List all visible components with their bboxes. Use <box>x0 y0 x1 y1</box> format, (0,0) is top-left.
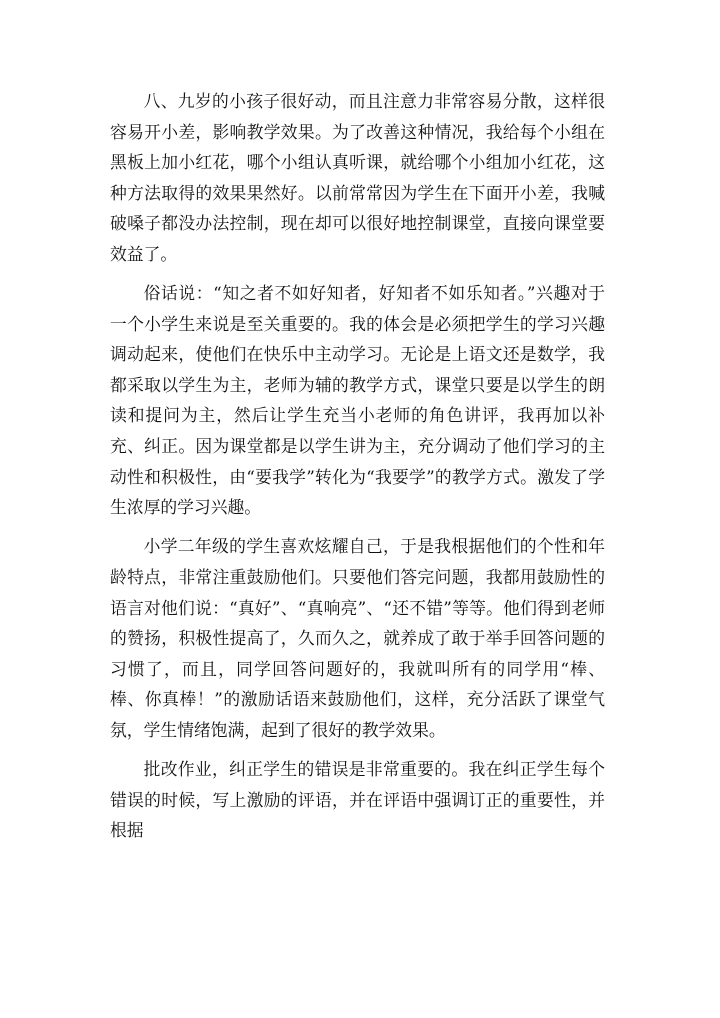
paragraph-encouragement: 小学二年级的学生喜欢炫耀自己，于是我根据他们的个性和年龄特点，非常注重鼓励他们。只要他们答完问题，我都用鼓励性的语言对他们说：“真好”、“真响亮”、“还不错”等等。他们得到老师的赞扬，积极性提高了，久而久之，就养成了敢于举手回答问题的习惯了，而且，同学回答问题好的，我就叫所有的同学用“棒、棒、你真棒！”的激励话语来鼓励他们，这样，充分活跃了课堂气氛，学生情绪饱满，起到了很好的教学效果。 <box>110 536 605 740</box>
document-page <box>110 86 605 854</box>
paragraph-learning-interest: 俗话说：“知之者不如好知者，好知者不如乐知者。”兴趣对于一个小学生来说是至关重要的。我的体会是必须把学生的学习兴趣调动起来，使他们在快乐中主动学习。无论是上语文还是数学，我都采取以学生为主，老师为辅的教学方式，课堂只要是以学生的朗读和提问为主，然后让学生充当小老师的角色讲评，我再加以补充、纠正。因为课堂都是以学生讲为主，充分调动了他们学习的主动性和积极性，由“要我学”转化为“我要学”的教学方式。激发了学生浓厚的学习兴趣。 <box>110 283 605 518</box>
paragraph-homework-correction: 批改作业，纠正学生的错误是非常重要的。我在纠正学生每个错误的时候，写上激励的评语，并在评语中强调订正的重要性，并根据 <box>110 758 605 841</box>
paragraph-class-management: 八、九岁的小孩子很好动，而且注意力非常容易分散，这样很容易开小差，影响教学效果。为了改善这种情况，我给每个小组在黑板上加小红花，哪个小组认真听课，就给哪个小组加小红花，这种方法取得的效果果然好。以前常常因为学生在下面开小差，我喊破嗓子都没办法控制，现在却可以很好地控制课堂，直接向课堂要效益了。 <box>110 91 605 264</box>
